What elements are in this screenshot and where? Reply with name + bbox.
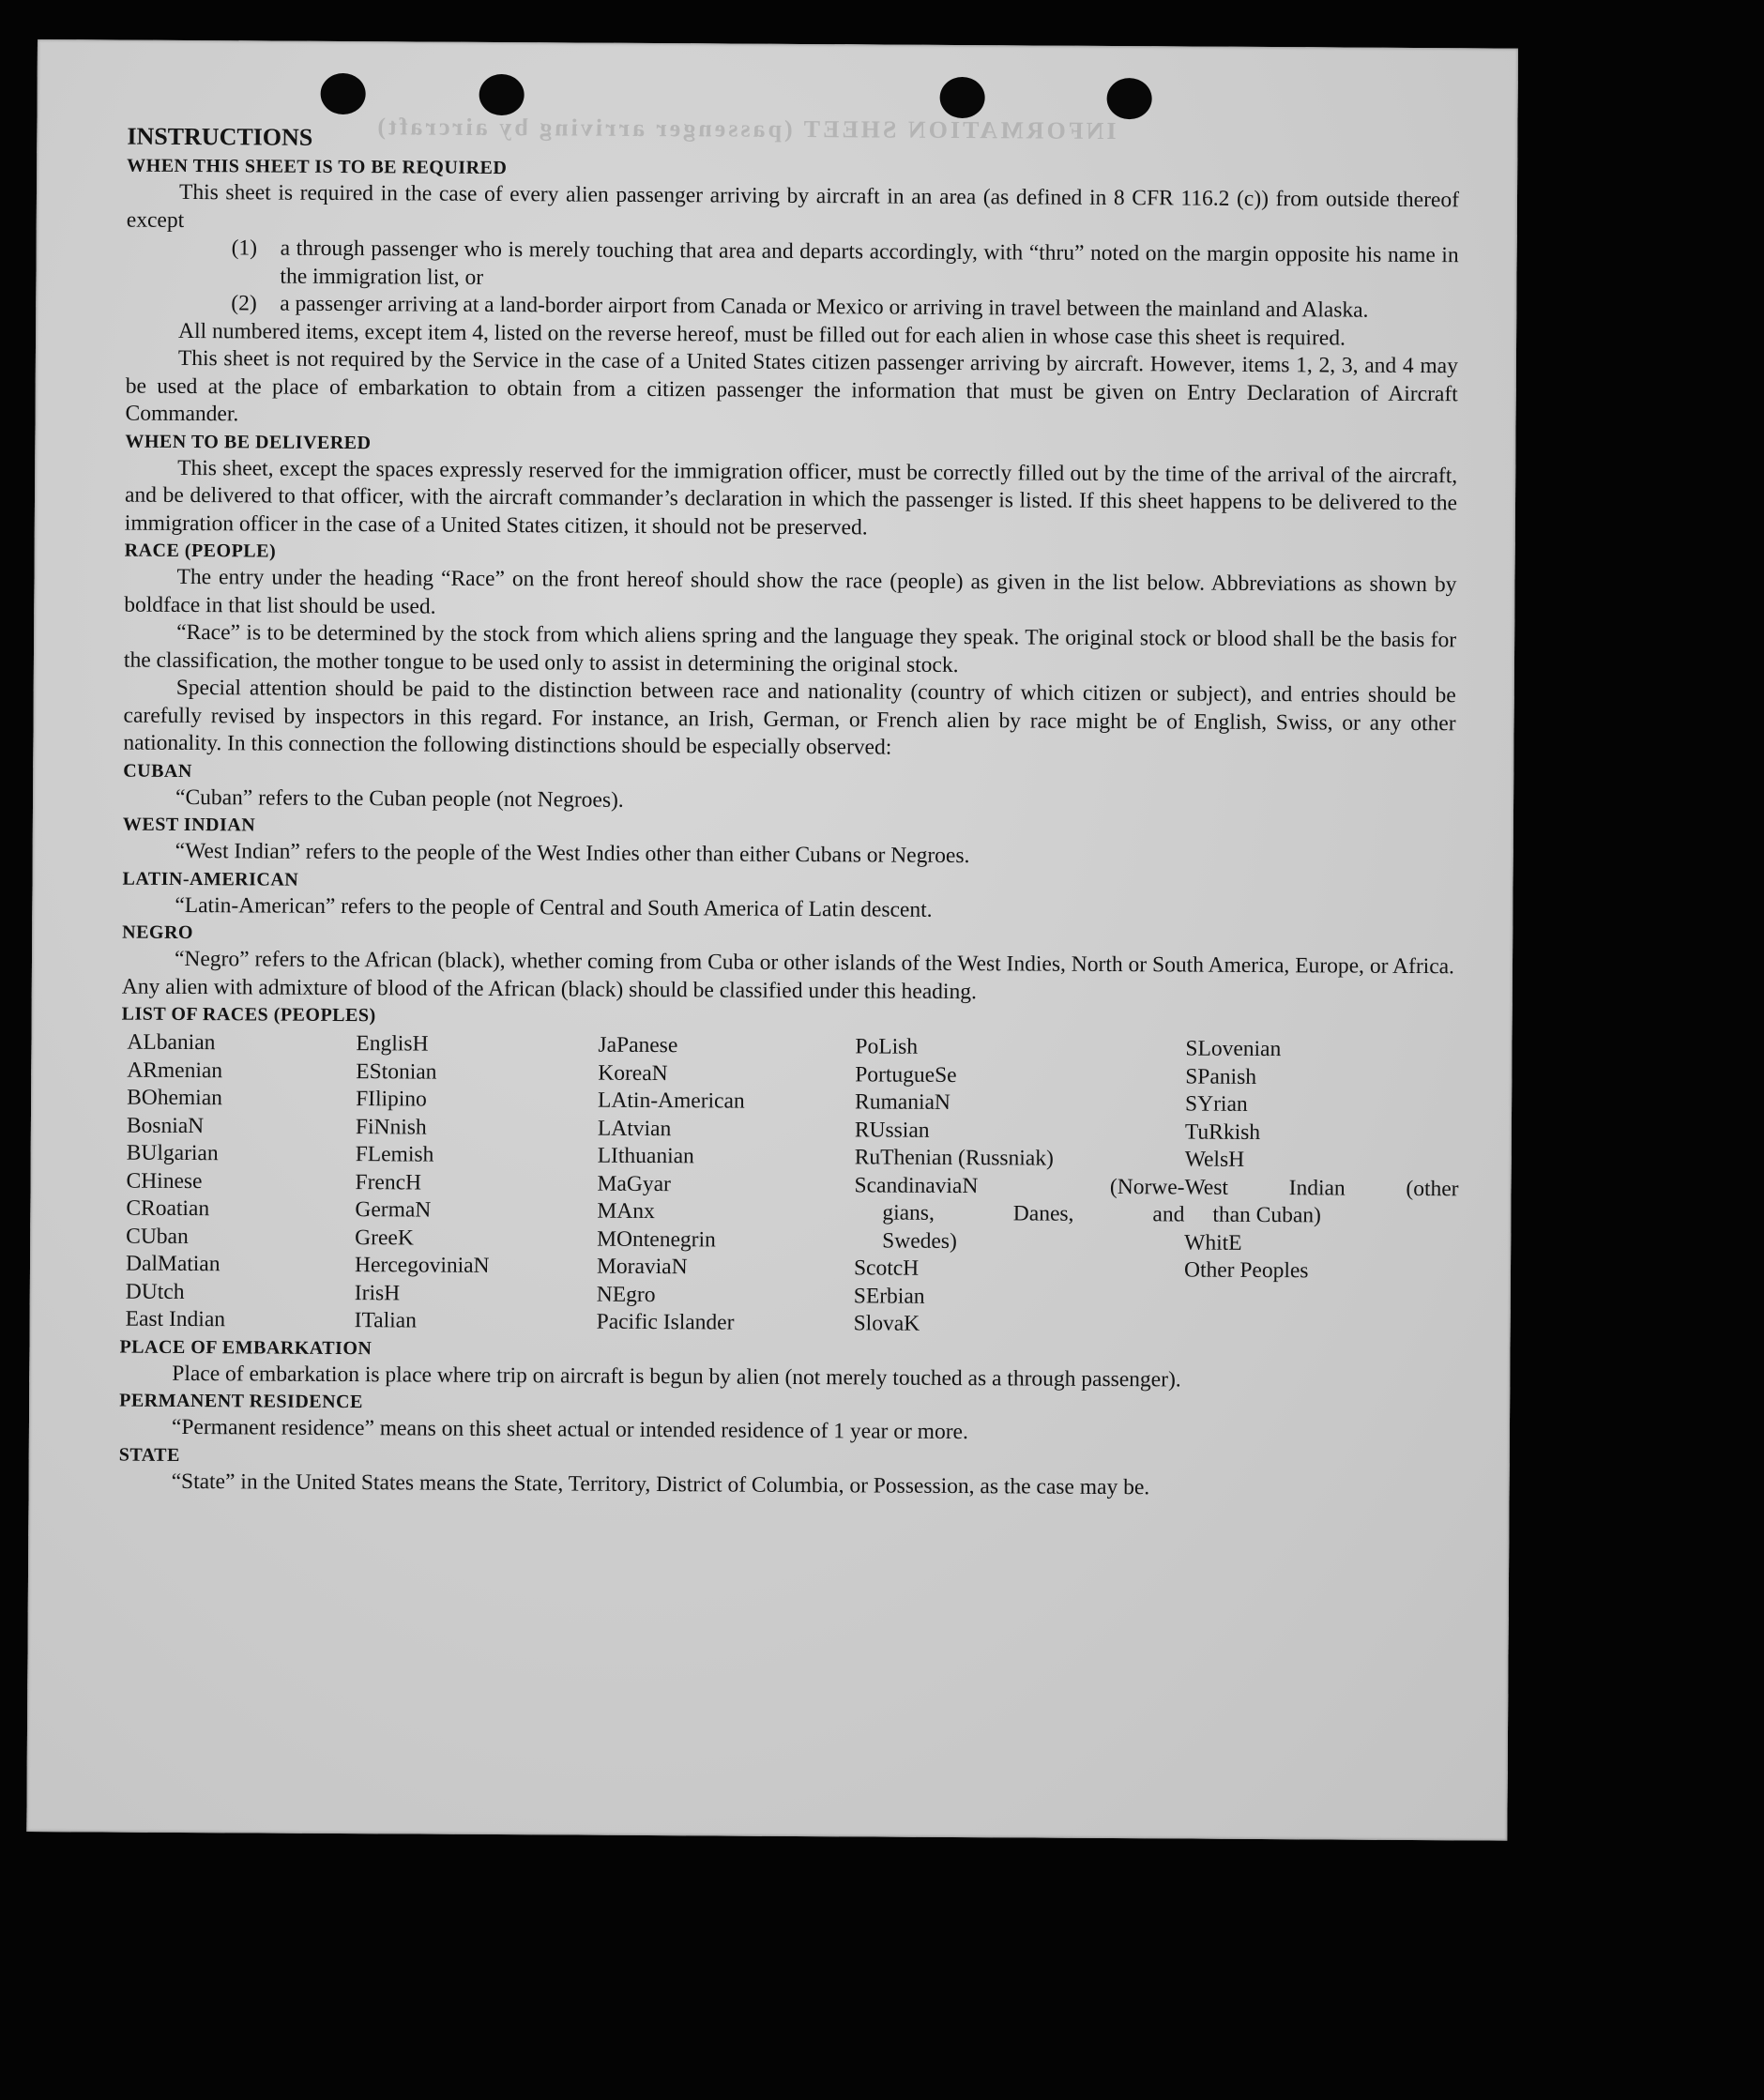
- race-entry: PortugueSe: [855, 1061, 957, 1088]
- race-entry: East Indian: [125, 1306, 226, 1332]
- bleed-through-text: INFORMATION SHEET (passenger arriving by aircraft): [374, 113, 1117, 145]
- race-entry: CUban: [126, 1224, 189, 1249]
- race-entry: RuThenian (Russniak): [854, 1145, 1054, 1171]
- punch-hole: [321, 73, 366, 114]
- race-entry: ScotcH: [853, 1255, 920, 1281]
- section-heading: NEGRO: [122, 921, 194, 944]
- section-heading: WHEN TO BE DELIVERED: [125, 431, 372, 453]
- race-entry: KoreaN: [598, 1060, 668, 1086]
- race-entry: Pacific Islander: [596, 1309, 735, 1335]
- definition: “Permanent residence” means on this sheet actual or intended residence of 1 year or more.: [171, 1414, 968, 1445]
- race-entry: ITalian: [354, 1308, 417, 1333]
- punch-hole: [940, 77, 985, 118]
- race-entry: SPanish: [1185, 1063, 1257, 1089]
- definition: “Negro” refers to the African (black), whether coming from Cuba or other islands of the West Indies, North or South America, Europe, or Africa. Any alien with admixture of blood of the African (black) should be classified under this heading.: [121, 946, 1455, 1004]
- race-entry: MaGyar: [597, 1171, 671, 1196]
- race-entry: LAtvian: [597, 1116, 672, 1141]
- race-entry: SErbian: [853, 1283, 925, 1309]
- punch-hole: [1107, 78, 1152, 119]
- paragraph: The entry under the heading “Race” on the front hereof should show the race (people) as given in the list below. Abbreviations as shown by boldface in that list should be used.: [124, 564, 1457, 619]
- race-entry: NEgro: [596, 1282, 656, 1307]
- definition: “Cuban” refers to the Cuban people (not Negroes).: [175, 784, 624, 813]
- race-entry: EStonian: [356, 1058, 437, 1085]
- definition: “State” in the United States means the State, Territory, District of Columbia, or Possession, as the case may be.: [171, 1468, 1150, 1499]
- paragraph: This sheet is not required by the Service in the case of a United States citizen passenger arriving by aircraft. However, items 1, 2, 3, and 4 may be used at the place of embarkation to obtain from a citizen passenger the information that must be given on Entry Declaration of Aircraft Commander.: [125, 345, 1458, 427]
- race-entry: HercegoviniaN: [354, 1253, 490, 1278]
- race-column: [126, 1029, 357, 1335]
- race-entry: ScandinaviaN (Norwe-: [854, 1172, 1185, 1199]
- paragraph: “Race” is to be determined by the stock from which aliens spring and the language they speak. The original stock or blood shall be the basis for the classification, the mother tongue to be used only to assist in determining the original stock.: [123, 619, 1457, 677]
- race-entry: ARmenian: [127, 1058, 223, 1083]
- paragraph: All numbered items, except item 4, listed on the reverse hereof, must be filled out for each alien in whose case this sheet is required.: [178, 318, 1346, 351]
- race-entry: BosniaN: [126, 1113, 205, 1138]
- section-heading: WHEN THIS SHEET IS TO BE REQUIRED: [127, 155, 508, 179]
- race-entry: LAtin-American: [598, 1088, 745, 1114]
- race-column: [854, 1033, 1186, 1340]
- section-heading: LATIN-AMERICAN: [122, 868, 299, 890]
- paragraph: This sheet, except the spaces expressly reserved for the immigration officer, must be correctly filled out by the time of the arrival of the aircraft, and be delivered to that officer, with the aircraft commander’s declaration in which the passenger is listed. If this sheet happens to be delivered to the immigration officer in the case of a United States citizen, it should not be preserved.: [124, 455, 1458, 540]
- race-entry: CRoatian: [126, 1195, 210, 1222]
- race-entry: Other Peoples: [1183, 1257, 1309, 1284]
- section-heading: PLACE OF EMBARKATION: [119, 1336, 373, 1359]
- race-entry: FLemish: [355, 1142, 434, 1167]
- race-entry: Swedes): [882, 1228, 957, 1254]
- paragraph: This sheet is required in the case of every alien passenger arriving by aircraft in an area (as defined in 8 CFR 116.2 (c)) from outside thereof except: [126, 179, 1460, 233]
- definition: “West Indian” refers to the people of the West Indies other than either Cubans or Negroes.: [175, 838, 970, 869]
- race-entry: RUssian: [854, 1117, 930, 1143]
- race-entry: WelsH: [1184, 1147, 1245, 1172]
- section-heading: CUBAN: [123, 760, 192, 782]
- document-page: [26, 39, 1518, 1841]
- race-entry: SLovenian: [1185, 1036, 1282, 1062]
- race-entry: WhitE: [1184, 1229, 1242, 1255]
- race-entry: FIlipino: [356, 1087, 427, 1112]
- race-entry: LIthuanian: [597, 1143, 694, 1169]
- race-entry: GermaN: [355, 1197, 432, 1223]
- race-entry: than Cuban): [1212, 1202, 1321, 1228]
- punch-hole: [479, 74, 525, 115]
- section-heading: LIST OF RACES (PEOPLES): [121, 1003, 376, 1027]
- race-entry: BOhemian: [127, 1085, 223, 1111]
- race-entry: GreeK: [355, 1225, 414, 1250]
- race-entry: ALbanian: [127, 1029, 216, 1056]
- definition: “Latin-American” refers to the people of Central and South America of Latin descent.: [175, 892, 933, 922]
- race-entry: SYrian: [1185, 1091, 1248, 1117]
- page-title: INSTRUCTIONS: [127, 122, 313, 151]
- race-entry: BUlgarian: [126, 1140, 219, 1166]
- definition: Place of embarkation is place where trip on aircraft is begun by alien (not merely touched as a through passenger).: [172, 1361, 1181, 1392]
- instructions-body: [119, 121, 1460, 1504]
- race-entry: DalMatian: [125, 1251, 220, 1277]
- section-heading: PERMANENT RESIDENCE: [119, 1390, 363, 1413]
- paragraph: Special attention should be paid to the distinction between race and nationality (country of which citizen or subject), and entries should be carefully revised by inspectors in this regard. For instance, an Irish, German, or French alien by race might be of English, Swiss, or any other nationality. In this connection the following distinctions should be especially observed:: [123, 675, 1456, 760]
- race-entry: JaPanese: [598, 1032, 678, 1058]
- race-entry: RumaniaN: [855, 1089, 951, 1115]
- race-entry: EnglisH: [356, 1031, 429, 1057]
- race-entry: gians, Danes, and: [882, 1200, 1185, 1227]
- race-entry: MOntenegrin: [597, 1226, 716, 1252]
- race-entry: MoraviaN: [596, 1254, 688, 1280]
- race-entry: IrisH: [354, 1280, 401, 1305]
- race-entry: MAnx: [597, 1198, 655, 1225]
- section-heading: WEST INDIAN: [122, 814, 256, 836]
- race-entry: SlovaK: [853, 1311, 920, 1336]
- section-heading: STATE: [118, 1444, 180, 1466]
- race-entry: DUtch: [125, 1279, 185, 1304]
- race-list: [125, 1029, 1459, 1342]
- race-column: [597, 1032, 856, 1338]
- race-entry: PoLish: [855, 1034, 919, 1059]
- race-entry: FiNnish: [355, 1114, 427, 1140]
- list-item: [126, 235, 1458, 298]
- race-column: [355, 1030, 599, 1336]
- item-number: (2): [231, 291, 257, 316]
- item-text: a through passenger who is merely touching that area and departs accordingly, with “thru” noted on the margin opposite his name in the immigration list, or: [280, 236, 1459, 290]
- race-entry: CHinese: [126, 1168, 203, 1194]
- item-text: a passenger arriving at a land-border airport from Canada or Mexico or arriving in travel between the mainland and Alaska.: [280, 291, 1369, 323]
- item-number: (1): [231, 236, 258, 261]
- race-column: [1184, 1035, 1460, 1341]
- race-entry: FrencH: [355, 1169, 422, 1195]
- race-entry: West Indian (other: [1184, 1174, 1459, 1201]
- race-entry: TuRkish: [1184, 1118, 1261, 1145]
- section-heading: RACE (PEOPLE): [124, 540, 277, 562]
